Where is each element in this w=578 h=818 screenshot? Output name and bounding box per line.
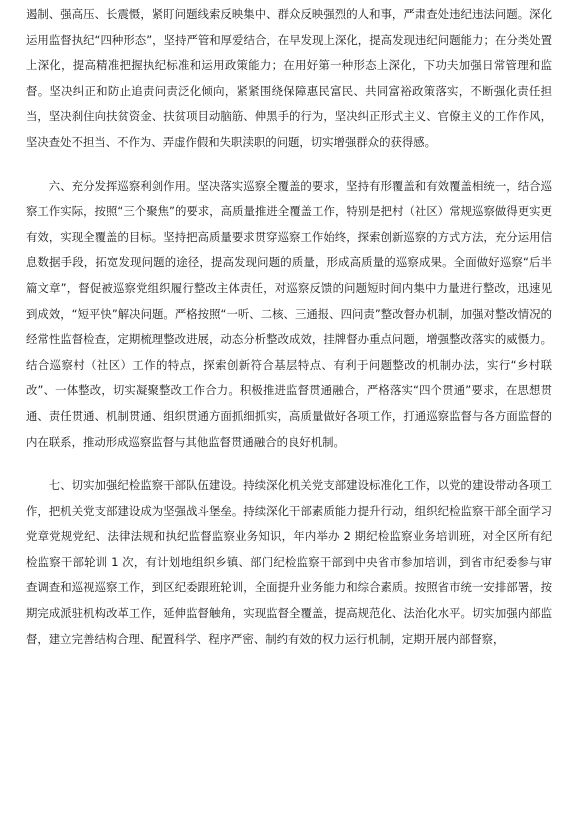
paragraph-section-seven: 七、切实加强纪检监察干部队伍建设。持续深化机关党支部建设标准化工作，以党的建设带动各项工作，把机关党支部建设成为坚强战斗堡垒。持续深化干部素质能力提升行动，组织纪检监察干部全面学习党章党规党纪、法律法规和执纪监督监察业务知识，年内举办 2 期纪检监察业务培训班，对全区所有纪检监察干部轮训 1 次，有计划地组织乡镇、部门纪检监察干部到中央省市参加培训，到省市纪委参与审查调查和巡视巡察工作，到区纪委跟班轮训，全面提升业务能力和综合素质。按照省市统一安排部署，按期完成派驻机构改革工作，延伸监督触角，实现监督全覆盖，提高规范化、法治化水平。切实加强内部监督，建立完善结构合理、配置科学、程序严密、制约有效的权力运行机制，定期开展内部督察， bbox=[26, 478, 552, 646]
paragraph-section-six: 六、充分发挥巡察利剑作用。坚决落实巡察全覆盖的要求，坚持有形覆盖和有效覆盖相统一，结合巡察工作实际，按照“三个聚焦”的要求，高质量推进全覆盖工作，特别是把村（社区）常规巡察做得更实更有效，实现全覆盖的目标。坚持把高质量要求贯穿巡察工作始终，探索创新巡察的方式方法，充分运用信息数据手段，拓宽发现问题的途径，提高发现问题的质量，形成高质量的巡察成果。全面做好巡察“后半篇文章”，督促被巡察党组织履行整改主体责任，对巡察反馈的问题短时间内集中力量进行整改，迅速见到成效，“短平快”解决问题。严格按照“一听、二核、三通报、四问责”整改督办机制，加强对整改情况的经常性监督检查，定期梳理整改进展，动态分析整改成效，挂牌督办重点问题，增强整改落实的威慑力。结合巡察村（社区）工作的特点，探索创新符合基层特点、有利于问题整改的机制办法，实行“乡村联改”、一体整改，切实凝聚整改工作合力。积极推进监督贯通融合，严格落实“四个贯通”要求，在思想贯通、责任贯通、机制贯通、组织贯通方面抓细抓实，高质量做好各项工作，打通巡察监督与各方面监督的内在联系，推动形成巡察监督与其他监督贯通融合的良好机制。 bbox=[26, 178, 552, 449]
paragraph-continuation: 遏制、强高压、长震慑，紧盯问题线索反映集中、群众反映强烈的人和事，严肃查处违纪违法问题。深化运用监督执纪“四种形态”，坚持严管和厚爱结合，在早发现上深化，提高发现违纪问题能力；在分类处置上深化，提高精准把握执纪标准和运用政策能力；在用好第一种形态上深化，下功夫加强日常管理和监督。坚决纠正和防止追责问责泛化倾向，紧紧围绕保障惠民富民、共同富裕政策落实，不断强化责任担当，坚决刹住向扶贫资金、扶贫项目动脑筋、伸黑手的行为，坚决纠正形式主义、官僚主义的工作作风，坚决查处不担当、不作为、弄虚作假和失职渎职的问题，切实增强群众的获得感。 bbox=[26, 7, 552, 149]
